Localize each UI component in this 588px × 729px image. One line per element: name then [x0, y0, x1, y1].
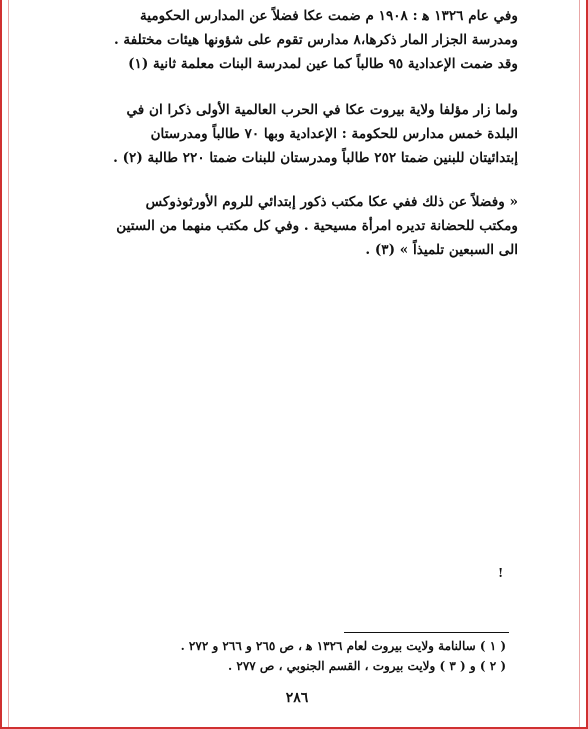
paragraph-1: [70, 4, 518, 76]
footnote-separator: [344, 632, 509, 633]
paragraph-line: ولما زار مؤلفا ولاية بيروت عكا في الحرب العالمية الأولى ذكرا ان في: [126, 102, 518, 118]
paragraph-line: الى السبعين تلميذاً » (٣) .: [365, 242, 518, 258]
footnote-2: ( ٢ ) و ( ٣ ) ولايت بيروت ، القسم الجنوبي ، ص ٢٧٧ .: [228, 659, 506, 673]
left-inner-rule: [8, 0, 9, 727]
right-inner-rule: [579, 0, 580, 727]
paragraph-line: إبتدائيتان للبنين ضمتا ٢٥٢ طالباً ومدرستان للبنات ضمتا ٢٢٠ طالبة (٢) .: [113, 150, 518, 166]
footnotes: [86, 636, 506, 676]
page-number: ٢٨٦: [285, 690, 309, 706]
paragraph-line: البلدة خمس مدارس للحكومة : الإعدادية وبها ٧٠ طالباً ومدرستان: [150, 126, 518, 142]
paragraph-line: وقد ضمت الإعدادية ٩٥ طالباً كما عين لمدرسة البنات معلمة ثانية (١): [128, 56, 518, 72]
paragraph-line: ومكتب للحضانة تديره امرأة مسيحية . وفي كل مكتب منهما من الستين: [116, 218, 518, 234]
footnote-1: ( ١ ) سالنامة ولايت بيروت لعام ١٣٢٦ ه‍ ، ص ٢٦٥ و ٢٦٦ و ٢٧٢ .: [180, 639, 506, 653]
paragraph-2: [70, 98, 518, 170]
paragraph-line: « وفضلاً عن ذلك ففي عكا مكتب ذكور إبتدائي للروم الأورثوذوكس: [145, 194, 518, 210]
stray-mark: !: [498, 566, 504, 580]
paragraph-line: وفي عام ١٣٢٦ ه‍ : ١٩٠٨ م ضمت عكا فضلاً عن المدارس الحكومية: [139, 8, 518, 24]
paragraph-3-quote: [70, 190, 518, 262]
paragraph-line: ومدرسة الجزار المار ذكرها،٨ مدارس تقوم على شؤونها هيئات مختلفة .: [113, 32, 518, 48]
